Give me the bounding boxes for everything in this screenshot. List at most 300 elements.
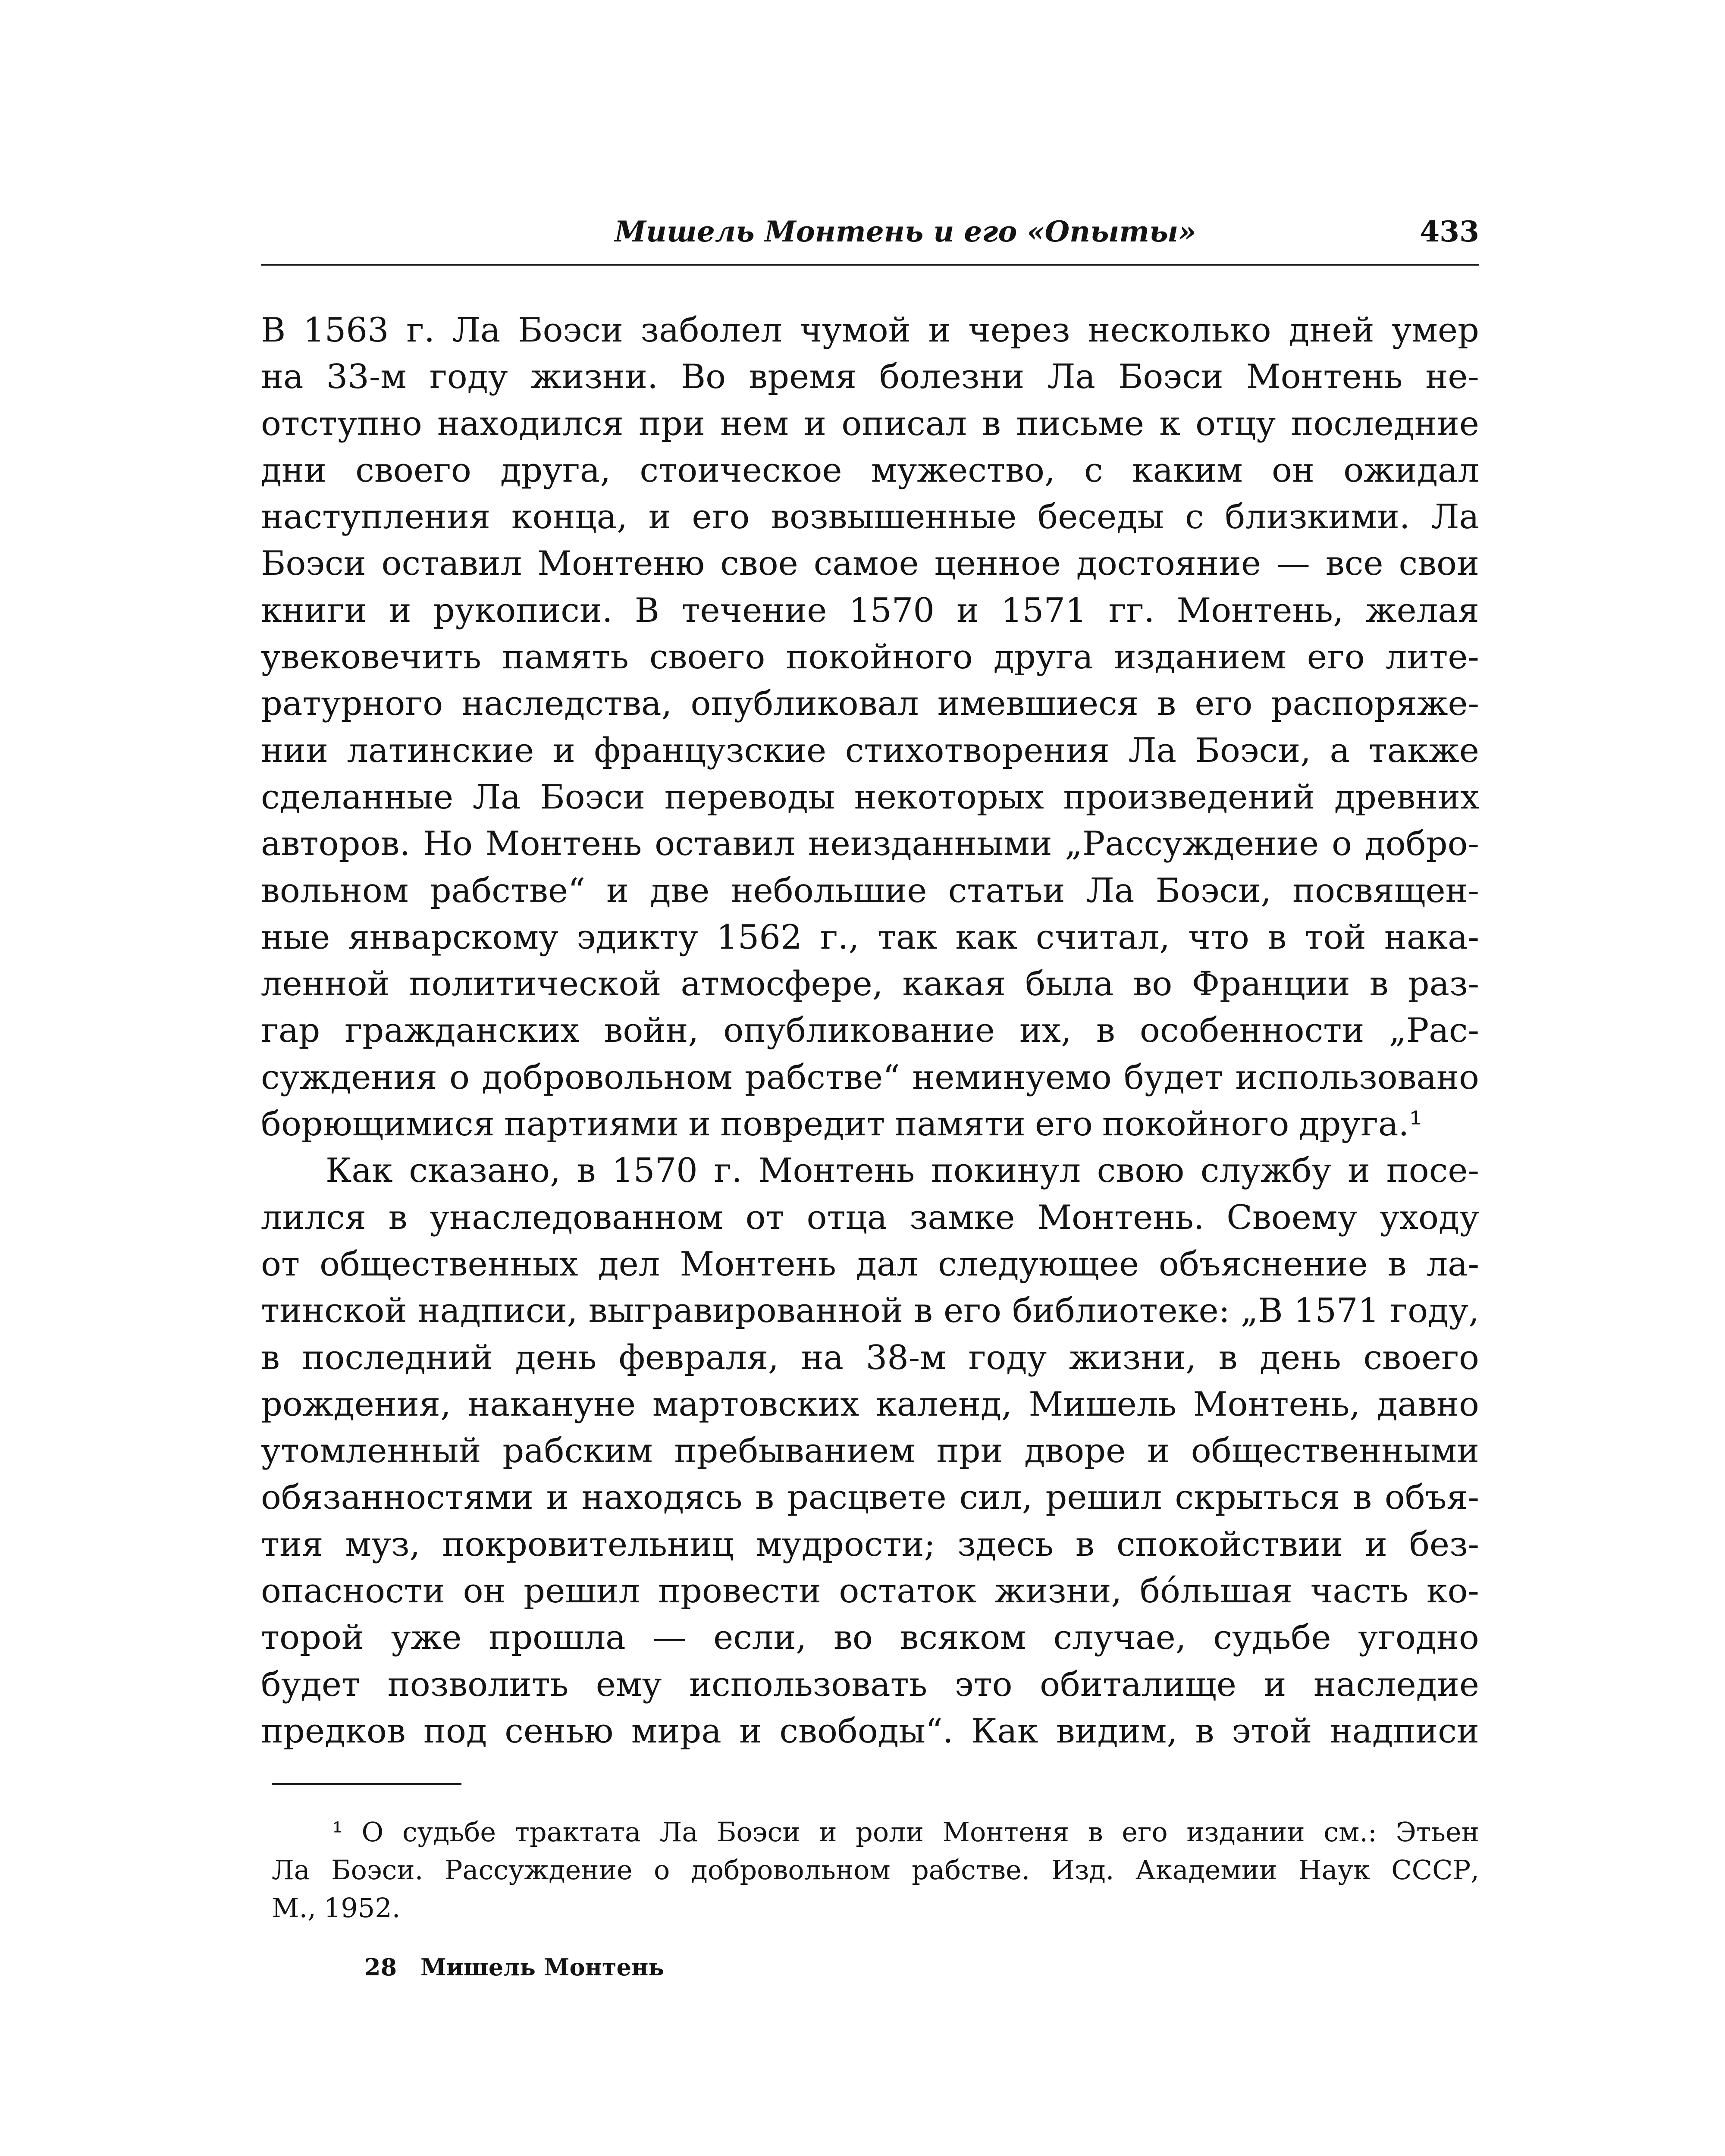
- word: О: [361, 1816, 384, 1848]
- word: и: [819, 1816, 837, 1848]
- word: „Рас-: [1389, 1011, 1479, 1050]
- word: в: [1157, 684, 1176, 724]
- word: надписи: [1330, 1711, 1479, 1751]
- word: будет: [1124, 1058, 1223, 1097]
- word: этой: [1232, 1711, 1312, 1751]
- word: службу: [1200, 1151, 1332, 1191]
- word: Ла: [1431, 498, 1479, 537]
- word: Боэси.: [331, 1854, 423, 1886]
- word: бо́льшая: [1139, 1572, 1293, 1611]
- word: торой: [261, 1618, 364, 1658]
- word: его: [1035, 1105, 1093, 1144]
- word: неминуемо: [912, 1058, 1112, 1097]
- word: Этьен: [1396, 1816, 1479, 1848]
- word: тия: [261, 1525, 323, 1564]
- body-text: [261, 307, 1479, 1755]
- word: ценное: [934, 544, 1061, 583]
- word: Боэси: [518, 311, 623, 350]
- word: дел: [598, 1244, 660, 1284]
- word: Рассуждение: [444, 1854, 633, 1886]
- word: Ла: [472, 777, 521, 817]
- header-rule: [261, 264, 1479, 266]
- text-line: [261, 494, 1479, 540]
- word: мира: [631, 1711, 721, 1751]
- word: также: [1368, 731, 1479, 770]
- word: Боэси: [1118, 357, 1223, 397]
- word: во: [833, 1618, 873, 1658]
- word: раз-: [1408, 965, 1479, 1004]
- text-line: [261, 1521, 1479, 1568]
- word: и: [1364, 1525, 1387, 1564]
- word: покровительниц: [442, 1525, 734, 1564]
- word: чумой: [800, 311, 911, 350]
- word: своего: [1363, 1338, 1479, 1377]
- word: уходу: [1380, 1198, 1479, 1237]
- word: опубликование: [723, 1011, 995, 1050]
- word: нем: [720, 404, 789, 443]
- word: дней: [1289, 311, 1374, 350]
- word: —: [1276, 544, 1310, 583]
- word: древних: [1334, 777, 1479, 817]
- word: „Рассуждение: [1065, 824, 1319, 864]
- word: объя-: [1384, 1478, 1479, 1517]
- word: В: [261, 311, 286, 350]
- word: использовать: [689, 1665, 928, 1704]
- word: и: [957, 591, 979, 630]
- word: тинской: [261, 1291, 407, 1331]
- word: надписи,: [417, 1291, 578, 1331]
- word: гражданских: [345, 1011, 580, 1050]
- word: М.,: [272, 1892, 316, 1924]
- word: последний: [302, 1338, 493, 1377]
- word: и: [1264, 1665, 1286, 1704]
- word: Монтень: [485, 824, 642, 864]
- word: случае,: [1053, 1618, 1186, 1658]
- word: спокойствии: [1116, 1525, 1343, 1564]
- word: Монтень,: [1193, 1385, 1360, 1424]
- word: сказано,: [409, 1151, 561, 1191]
- text-line: [261, 1241, 1479, 1288]
- word: рабстве.: [912, 1854, 1030, 1886]
- word: угодно: [1358, 1618, 1479, 1658]
- word: 1571: [1293, 1291, 1380, 1331]
- word: свободы“.: [779, 1711, 953, 1751]
- word: стихотворения: [845, 731, 1110, 770]
- word: в: [982, 404, 1001, 443]
- word: ленной: [261, 965, 390, 1004]
- word: и: [804, 404, 827, 443]
- word: близкими.: [1225, 498, 1410, 537]
- text-line: [261, 307, 1479, 354]
- word: ему: [596, 1665, 662, 1704]
- word: Академии: [1135, 1854, 1277, 1886]
- word: мужество,: [871, 451, 1055, 490]
- text-line: [261, 914, 1479, 961]
- word: нии: [261, 731, 328, 770]
- word: ратурного: [261, 684, 443, 724]
- text-line: [261, 634, 1479, 680]
- word: 38-м: [866, 1338, 946, 1377]
- word: Монтеню: [537, 544, 705, 583]
- word: в: [1075, 1525, 1095, 1564]
- word: нака-: [1384, 918, 1479, 957]
- text-line: [261, 680, 1479, 727]
- word: библиотеке:: [1012, 1291, 1230, 1331]
- word: жизни,: [994, 1572, 1122, 1611]
- text-line: [261, 1568, 1479, 1614]
- word: он: [1271, 451, 1314, 490]
- word: что: [1188, 918, 1249, 957]
- word: конца,: [511, 498, 627, 537]
- text-line: [261, 587, 1479, 634]
- page-number: 433: [1420, 215, 1479, 248]
- word: беседы: [1038, 498, 1164, 537]
- word: заболел: [640, 311, 782, 350]
- word: и: [546, 1478, 569, 1517]
- word: была: [1025, 965, 1114, 1004]
- word: в: [388, 1198, 408, 1237]
- word: отца: [806, 1198, 888, 1237]
- word: письме: [1016, 404, 1145, 443]
- word: лился: [261, 1198, 366, 1237]
- word: февраля,: [618, 1338, 779, 1377]
- word: Наук: [1298, 1854, 1370, 1886]
- word: в: [1096, 1011, 1115, 1050]
- word: оставил: [655, 824, 795, 864]
- word: его: [1307, 638, 1365, 677]
- word: ла-: [1426, 1244, 1479, 1284]
- word: Монтень: [758, 1151, 915, 1191]
- word: а: [1330, 731, 1350, 770]
- word: дни: [261, 451, 327, 490]
- word: трактата: [514, 1816, 641, 1848]
- word: решил: [1045, 1478, 1162, 1517]
- word: сил,: [959, 1478, 1033, 1517]
- word: здесь: [957, 1525, 1054, 1564]
- word: в: [1387, 1244, 1407, 1284]
- word: и: [606, 871, 629, 910]
- text-line: [261, 1147, 1479, 1194]
- word: прошла: [489, 1618, 626, 1658]
- text-line: [261, 1007, 1479, 1054]
- word: лите-: [1385, 638, 1479, 677]
- word: рабским: [502, 1432, 653, 1471]
- word: так: [877, 918, 938, 957]
- word: в: [755, 1478, 775, 1517]
- word: находился: [437, 404, 624, 443]
- word: 33-м: [326, 357, 407, 397]
- word: эдикту: [577, 918, 698, 957]
- word: уже: [391, 1618, 462, 1658]
- word: Ла: [452, 311, 501, 350]
- word: на: [801, 1338, 844, 1377]
- word: календ,: [876, 1385, 1012, 1424]
- word: последние: [1291, 404, 1479, 443]
- word: мартовских: [652, 1385, 859, 1424]
- text-line: [261, 1428, 1479, 1474]
- word: Боэси,: [1155, 871, 1271, 910]
- word: свои: [1399, 544, 1479, 583]
- word: Монтеня: [942, 1816, 1070, 1848]
- word: при: [639, 404, 705, 443]
- word: описал: [841, 404, 967, 443]
- word: опубликовал: [690, 684, 919, 724]
- word: Ла: [659, 1816, 698, 1848]
- word: СССР,: [1391, 1854, 1479, 1886]
- word: в: [1267, 918, 1287, 957]
- word: в: [577, 1151, 596, 1191]
- word: см.:: [1324, 1816, 1377, 1848]
- word: Но: [423, 824, 473, 864]
- text-line: [261, 1708, 1479, 1755]
- word: суждения: [261, 1058, 437, 1097]
- footnote-line: [272, 1889, 1479, 1927]
- word: и: [389, 591, 411, 630]
- word: 1570: [612, 1151, 698, 1191]
- word: какая: [902, 965, 1006, 1004]
- word: году,: [1390, 1291, 1479, 1331]
- word: стоическое: [640, 451, 842, 490]
- word: ожидал: [1343, 451, 1479, 490]
- word: Ла: [272, 1854, 310, 1886]
- word: —: [652, 1618, 687, 1658]
- word: 1571: [1001, 591, 1087, 630]
- word: вольном: [261, 871, 409, 910]
- word: наследие: [1313, 1665, 1479, 1704]
- word: рабстве“: [744, 1058, 900, 1097]
- text-line: [261, 354, 1479, 400]
- word: добровольном: [691, 1854, 891, 1886]
- text-line: [261, 727, 1479, 774]
- word: жизни.: [530, 357, 658, 397]
- word: предков: [261, 1711, 406, 1751]
- word: позволить: [387, 1665, 569, 1704]
- word: общественных: [320, 1244, 578, 1284]
- word: в: [1195, 1711, 1214, 1751]
- word: 1562: [716, 918, 802, 957]
- word: и: [688, 1105, 711, 1144]
- word: его: [1122, 1816, 1168, 1848]
- word: изданием: [1113, 638, 1286, 677]
- word: роли: [856, 1816, 924, 1848]
- word: о: [1331, 824, 1352, 864]
- word: его: [692, 498, 750, 537]
- word: течение: [681, 591, 827, 630]
- word: французские: [594, 731, 827, 770]
- word: как: [955, 918, 1018, 957]
- text-line: [261, 1614, 1479, 1661]
- word: памяти: [894, 1105, 1026, 1144]
- word: покойного: [786, 638, 973, 677]
- word: находясь: [581, 1478, 743, 1517]
- word: партиями: [504, 1105, 679, 1144]
- word: добровольном: [482, 1058, 733, 1097]
- word: рождения,: [261, 1385, 451, 1424]
- running-head: [261, 211, 1479, 263]
- word: и: [1348, 1151, 1371, 1191]
- word: 1952.: [323, 1892, 401, 1924]
- word: отступно: [261, 404, 422, 443]
- word: ¹: [332, 1816, 343, 1848]
- word: на: [261, 357, 304, 397]
- text-line: [261, 401, 1479, 447]
- word: опасности: [261, 1572, 445, 1611]
- word: общественными: [1191, 1432, 1479, 1471]
- word: покинул: [931, 1151, 1081, 1191]
- word: провести: [658, 1572, 821, 1611]
- word: посвящен-: [1292, 871, 1479, 910]
- word: увековечить: [261, 638, 481, 677]
- word: муз,: [345, 1525, 420, 1564]
- word: дал: [856, 1244, 918, 1284]
- word: имевшиеся: [937, 684, 1139, 724]
- word: самое: [813, 544, 919, 583]
- word: своего: [649, 638, 765, 677]
- word: г.: [406, 311, 435, 350]
- text-line: [261, 774, 1479, 821]
- word: и: [928, 311, 951, 350]
- word: во: [1133, 965, 1173, 1004]
- word: он: [463, 1572, 506, 1611]
- running-title: Мишель Монтень и его «Опыты»: [615, 215, 1196, 248]
- word: статьи: [948, 871, 1065, 910]
- sheet-signature: [364, 1953, 680, 1981]
- word: при: [936, 1432, 1003, 1471]
- word: отцу: [1195, 404, 1276, 443]
- word: Франции: [1192, 965, 1350, 1004]
- word: гар: [261, 1011, 320, 1050]
- footnote-line: [272, 1813, 1479, 1851]
- word: издании: [1186, 1816, 1305, 1848]
- word: наступления: [261, 498, 491, 537]
- word: той: [1305, 918, 1366, 957]
- word: их,: [1019, 1011, 1072, 1050]
- word: умер: [1392, 311, 1479, 350]
- word: „В: [1241, 1291, 1283, 1331]
- word: следующее: [938, 1244, 1139, 1284]
- word: Боэси: [540, 777, 645, 817]
- text-line: [261, 447, 1479, 494]
- word: от: [261, 1244, 300, 1284]
- word: Во: [681, 357, 726, 397]
- word: сделанные: [261, 777, 454, 817]
- word: политической: [409, 965, 662, 1004]
- word: всяком: [900, 1618, 1026, 1658]
- word: под: [423, 1711, 487, 1751]
- word: друга.¹: [1298, 1105, 1423, 1144]
- word: своего: [355, 451, 471, 490]
- word: выгравированной: [588, 1291, 903, 1331]
- word: посе-: [1386, 1151, 1479, 1191]
- word: свое: [720, 544, 798, 583]
- word: от: [745, 1198, 784, 1237]
- word: достояние: [1076, 544, 1261, 583]
- footnote-rule: [272, 1783, 461, 1785]
- word: мудрости;: [756, 1525, 935, 1564]
- word: Боэси: [261, 544, 366, 583]
- text-line: [261, 1194, 1479, 1241]
- word: накануне: [467, 1385, 636, 1424]
- word: день: [1260, 1338, 1341, 1377]
- word: обиталище: [1040, 1665, 1236, 1704]
- word: все: [1325, 544, 1383, 583]
- word: к: [1159, 404, 1180, 443]
- footnote: [272, 1813, 1479, 1927]
- word: рукописи.: [433, 591, 613, 630]
- word: остаток: [839, 1572, 977, 1611]
- word: Монтень: [1246, 357, 1403, 397]
- word: повредит: [720, 1105, 885, 1144]
- word: в: [1088, 1816, 1103, 1848]
- word: Боэси,: [1195, 731, 1311, 770]
- word: Монтень,: [1176, 591, 1344, 630]
- word: произведений: [1063, 777, 1315, 817]
- word: его: [1195, 684, 1253, 724]
- word: добро-: [1364, 824, 1479, 864]
- word: скрыться: [1175, 1478, 1340, 1517]
- word: в: [1218, 1338, 1238, 1377]
- word: в: [1353, 1478, 1372, 1517]
- word: рабстве“: [430, 871, 585, 910]
- sheet-number: 28: [364, 1953, 397, 1981]
- sheet-signature-text: Мишель Монтень: [420, 1953, 665, 1981]
- word: судьбе: [1213, 1618, 1331, 1658]
- word: Боэси: [716, 1816, 800, 1848]
- word: о: [449, 1058, 470, 1097]
- text-line: [261, 961, 1479, 1007]
- text-line: [261, 1661, 1479, 1708]
- word: особенности: [1139, 1011, 1364, 1050]
- word: г.: [714, 1151, 743, 1191]
- text-line: [261, 1101, 1479, 1147]
- word: январскому: [348, 918, 559, 957]
- word: унаследованном: [430, 1198, 724, 1237]
- word: будет: [261, 1665, 361, 1704]
- text-line: [261, 821, 1479, 867]
- word: в: [261, 1338, 280, 1377]
- word: Монтень.: [1037, 1198, 1204, 1237]
- word: время: [749, 357, 857, 397]
- word: болезни: [879, 357, 1025, 397]
- word: наследства,: [461, 684, 672, 724]
- word: книги: [261, 591, 367, 630]
- word: утомленный: [261, 1432, 481, 1471]
- word: судьбе: [402, 1816, 496, 1848]
- word: друга: [993, 638, 1093, 677]
- text-line: [261, 1288, 1479, 1334]
- word: небольшие: [731, 871, 927, 910]
- word: Ла: [1128, 731, 1176, 770]
- word: видим,: [1056, 1711, 1178, 1751]
- word: замке: [909, 1198, 1015, 1237]
- word: объяснение: [1158, 1244, 1368, 1284]
- word: расцвете: [787, 1478, 947, 1517]
- word: в: [1369, 965, 1389, 1004]
- word: если,: [713, 1618, 807, 1658]
- word: и: [739, 1711, 762, 1751]
- word: использовано: [1235, 1058, 1479, 1097]
- word: ные: [261, 918, 330, 957]
- word: с: [1084, 451, 1103, 490]
- word: Как: [326, 1151, 393, 1191]
- word: пребыванием: [674, 1432, 915, 1471]
- word: его: [944, 1291, 1002, 1331]
- word: Ла: [1086, 871, 1135, 910]
- word: считал,: [1035, 918, 1170, 957]
- word: сенью: [505, 1711, 614, 1751]
- word: неизданными: [808, 824, 1052, 864]
- word: каким: [1132, 451, 1243, 490]
